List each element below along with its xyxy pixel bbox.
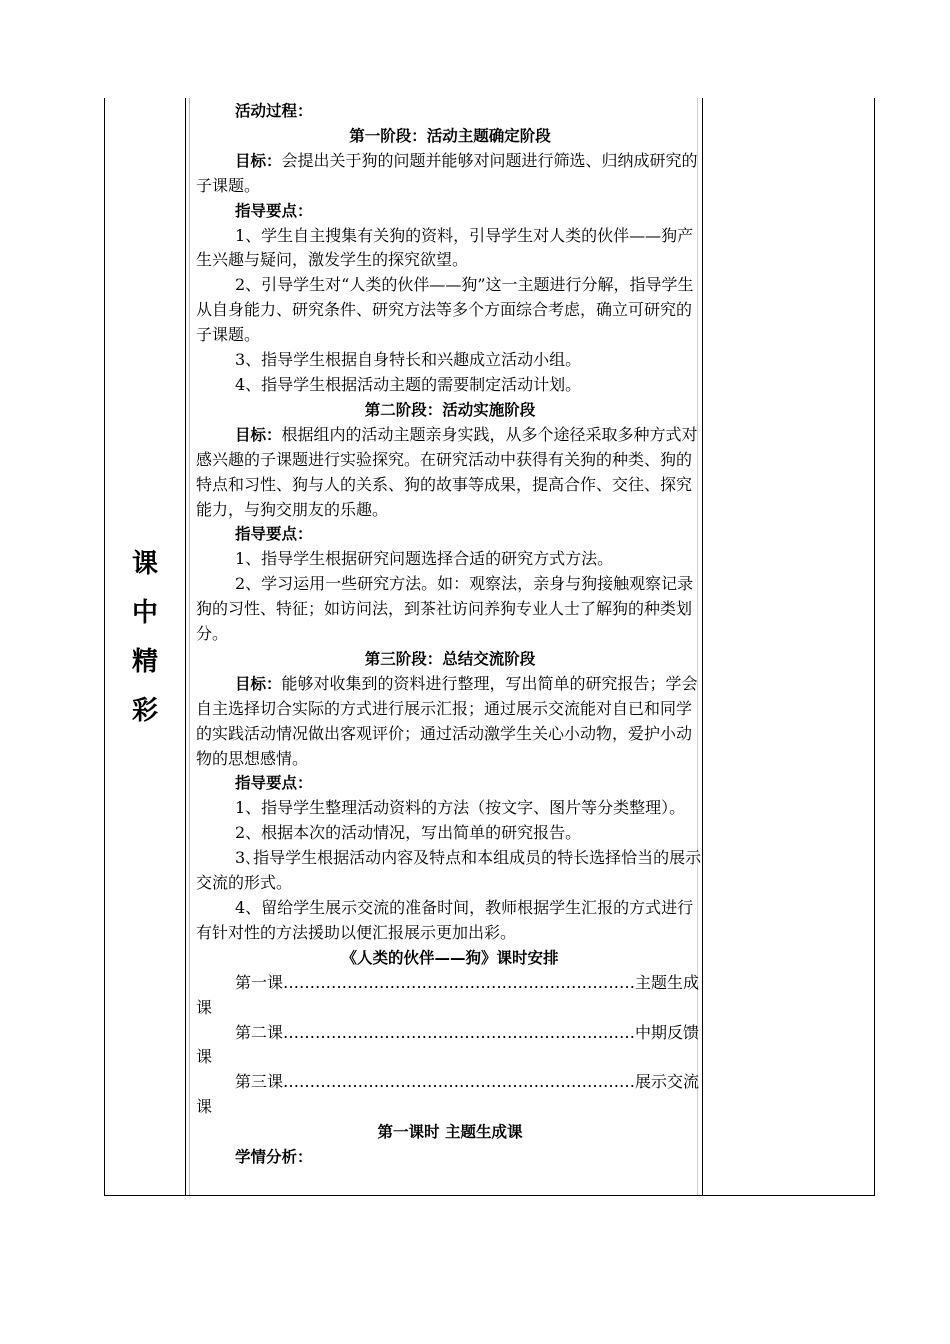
paragraph-label: 目标： — [235, 151, 282, 170]
paragraph-text: 《人类的伙伴——狗》课时安排 — [341, 948, 559, 967]
content-paragraph — [196, 199, 704, 224]
content-paragraph — [196, 672, 704, 772]
paragraph-text: 第二课…………………………………………………………中期反馈课 — [196, 1022, 700, 1067]
paragraph-text: 根据组内的活动主题亲身实践，从多个途径采取多种方式对感兴趣的子课题进行实验探究。在研究活动中获得有关狗的种类、狗的特点和习性、狗与人的关系、狗的故事等成果，提高合作、交往、探究能力，与狗交朋友的乐趣。 — [196, 424, 698, 519]
content-paragraph — [196, 149, 704, 199]
paragraph-text: 4、留给学生展示交流的准备时间，教师根据学生汇报的方式进行有针对性的方法援助以便汇报展示更加出彩。 — [196, 898, 694, 942]
paragraph-text: 指导要点： — [235, 774, 313, 793]
paragraph-text: 2、学习运用一些研究方法。如：观察法，亲身与狗接触观察记录狗的习性、特征；如访问法，到茶社访问养狗专业人士了解狗的种类划分。 — [196, 574, 694, 644]
paragraph-label: 目标： — [235, 425, 282, 444]
content-paragraph — [196, 572, 704, 647]
paragraph-text: 4、指导学生根据活动主题的需要制定活动计划。 — [235, 374, 582, 394]
paragraph-text: 学情分析： — [235, 1148, 313, 1167]
paragraph-text: 1、指导学生整理活动资料的方法（按文字、图片等分类整理）。 — [235, 798, 686, 818]
content-paragraph — [196, 423, 704, 523]
paragraph-text: 会提出关于狗的问题并能够对问题进行筛选、归纳成研究的子课题。 — [196, 150, 698, 195]
content-paragraph — [196, 846, 704, 896]
paragraph-text: 2、引导学生对“人类的伙伴——狗”这一主题进行分解，指导学生从自身能力、研究条件、研究方法等多个方面综合考虑，确立可研究的子课题。 — [196, 275, 694, 345]
paragraph-text: 2、根据本次的活动情况，写出简单的研究报告。 — [235, 823, 582, 843]
activity-content — [196, 99, 704, 1170]
section-label-char: 精 — [131, 647, 158, 677]
section-label-char: 课 — [131, 549, 158, 579]
content-paragraph — [196, 224, 704, 274]
paragraph-text: 1、指导学生根据研究问题选择合适的研究方式方法。 — [235, 549, 614, 569]
paragraph-text: 第一阶段：活动主题确定阶段 — [349, 126, 551, 145]
paragraph-text: 第三阶段：总结交流阶段 — [364, 649, 536, 668]
content-paragraph — [196, 124, 704, 149]
content-paragraph — [196, 896, 704, 946]
content-paragraph — [196, 547, 704, 572]
content-paragraph — [196, 771, 704, 796]
content-paragraph — [196, 373, 704, 398]
content-paragraph — [196, 348, 704, 373]
paragraph-text: 1、学生自主搜集有关狗的资料，引导学生对人类的伙伴——狗产生兴趣与疑问，激发学生的探究欲望。 — [196, 225, 694, 270]
paragraph-text: 第二阶段：活动实施阶段 — [364, 400, 536, 419]
content-paragraph — [196, 1070, 704, 1120]
content-paragraph — [196, 273, 704, 348]
column-divider-inner — [189, 98, 190, 1195]
paragraph-label: 目标： — [235, 674, 282, 693]
content-paragraph — [196, 398, 704, 423]
paragraph-text: 指导要点： — [235, 201, 313, 220]
paragraph-text: 活动过程： — [235, 102, 313, 120]
content-paragraph — [196, 647, 704, 672]
content-paragraph — [196, 796, 704, 821]
content-paragraph — [196, 522, 704, 547]
section-label-char: 彩 — [131, 696, 158, 726]
content-paragraph — [196, 1145, 704, 1170]
paragraph-text: 3､指导学生根据活动内容及特点和本组成员的特长选择恰当的展示交流的形式。 — [196, 848, 702, 893]
paragraph-text: 能够对收集到的资料进行整理，写出简单的研究报告；学会自主选择切合实际的方式进行展示汇报；通过展示交流能对自已和同学的实践活动情况做出客观评价；通过活动激学生关心小动物，爱护小动物的思想感情。 — [196, 673, 698, 768]
content-paragraph — [196, 1120, 704, 1145]
section-label — [104, 540, 186, 736]
section-label-char: 中 — [131, 598, 158, 628]
content-paragraph — [196, 971, 704, 1021]
content-paragraph — [196, 946, 704, 971]
content-paragraph — [196, 1021, 704, 1071]
paragraph-text: 指导要点： — [235, 525, 313, 544]
paragraph-text: 第一课…………………………………………………………主题生成课 — [196, 972, 700, 1017]
content-paragraph — [196, 99, 704, 124]
paragraph-text: 第一课时 主题生成课 — [377, 1123, 523, 1142]
paragraph-text: 第三课…………………………………………………………展示交流课 — [196, 1072, 700, 1117]
content-paragraph — [196, 821, 704, 846]
paragraph-text: 3、指导学生根据自身特长和兴趣成立活动小组。 — [235, 350, 582, 370]
